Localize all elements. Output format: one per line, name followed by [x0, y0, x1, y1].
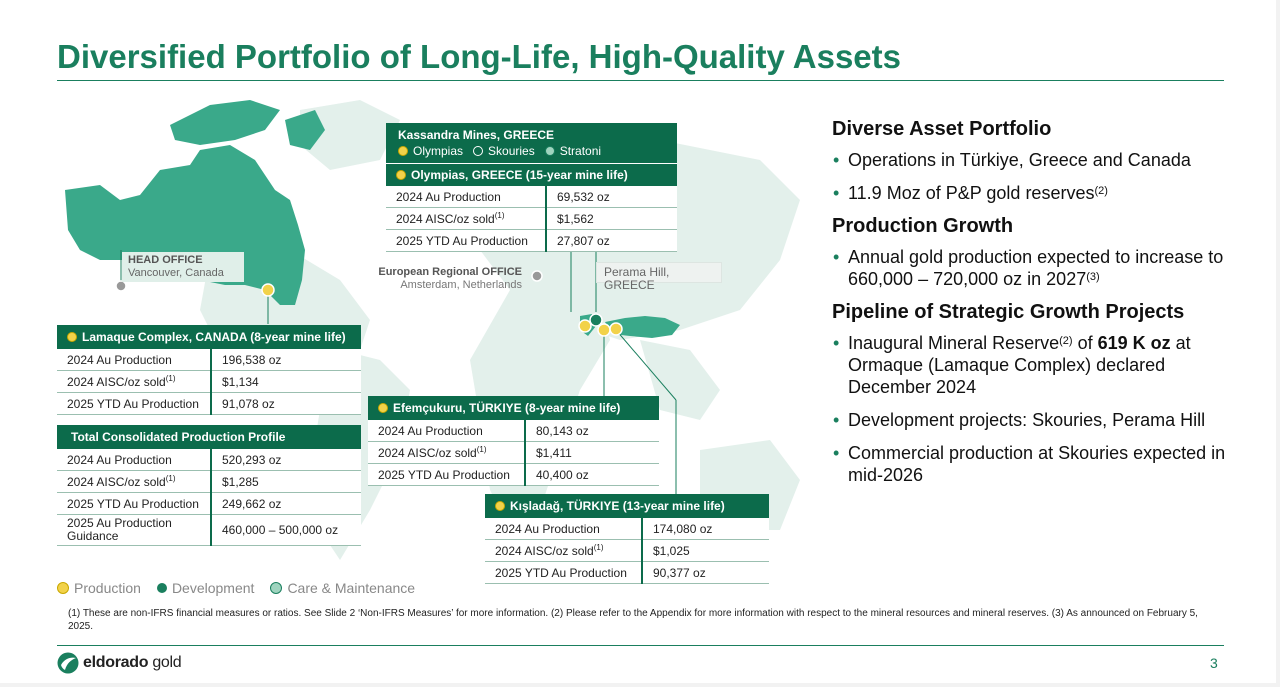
table-row: 2024 AISC/oz sold$^{(1)}$ $1,411 — [368, 442, 659, 464]
table-row: 2024 Au Production 520,293 oz — [57, 449, 361, 471]
lamaque-rows — [57, 349, 361, 415]
head-office-label — [122, 252, 244, 282]
table-row: 2025 YTD Au Production 27,807 oz — [386, 230, 677, 252]
consolidated-header: Total Consolidated Production Profile — [57, 425, 361, 449]
list-item: • Operations in Türkiye, Greece and Canada — [832, 149, 1232, 171]
efemcukuru-rows — [368, 420, 659, 486]
eldorado-logo-icon — [57, 652, 79, 674]
table-row: 2024 AISC/oz sold$^{(1)}$ $1,285 — [57, 471, 361, 493]
eldorado-logo — [57, 652, 181, 674]
kassandra-title: Kassandra Mines, GREECE — [398, 128, 555, 142]
footer-divider — [57, 645, 1224, 646]
portfolio-bullets — [832, 149, 1232, 204]
table-row: 2024 AISC/oz sold$^{(1)}$ $1,134 — [57, 371, 361, 393]
olympias-rows — [386, 186, 677, 252]
mine-olympias: Olympias — [398, 144, 463, 158]
mine-skouries: Skouries — [473, 144, 535, 158]
pipeline-bullets — [832, 332, 1232, 486]
olympias-header: Olympias, GREECE (15-year mine life) — [386, 163, 677, 186]
kassandra-table — [386, 123, 677, 252]
development-dot-icon — [157, 583, 167, 593]
care-dot-icon — [270, 582, 282, 594]
map-legend — [57, 580, 431, 596]
table-row: 2025 Au Production Guidance 460,000 – 500,000 oz — [57, 515, 361, 546]
consolidated-table — [57, 425, 361, 546]
head-office-title: HEAD OFFICE — [128, 254, 203, 266]
production-dot-icon — [378, 403, 388, 413]
list-item: • 11.9 Moz of P&P gold reserves$^{(2)}$ — [832, 182, 1232, 204]
kisladag-table — [485, 494, 769, 584]
kisladag-rows — [485, 518, 769, 584]
kassandra-header — [386, 123, 677, 163]
efemcukuru-header: Efemçukuru, TÜRKIYE (8-year mine life) — [368, 396, 659, 420]
production-dot-icon — [67, 332, 77, 342]
consolidated-rows — [57, 449, 361, 546]
lamaque-table — [57, 325, 361, 415]
growth-bullets — [832, 246, 1232, 290]
footnote: (1) These are non-IFRS financial measures or ratios. See Slide 2 ‘Non-IFRS Measures’ for more information. (2) Please refer to the Appendix for more information with respect to the mineral resources and mineral reserves. (3) As announced on February 5, 2025. — [68, 608, 1198, 632]
efemcukuru-marker[interactable] — [598, 324, 610, 336]
kassandra-mines-list — [398, 144, 611, 158]
table-row: 2025 YTD Au Production 40,400 oz — [368, 464, 659, 486]
legend-production: Production — [57, 580, 141, 596]
canada-north-islands — [170, 100, 280, 145]
euro-office-label — [376, 266, 522, 292]
production-dot-icon — [398, 146, 408, 156]
table-row: 2024 Au Production 80,143 oz — [368, 420, 659, 442]
table-row: 2024 AISC/oz sold$^{(1)}$ $1,562 — [386, 208, 677, 230]
table-row: 2025 YTD Au Production 249,662 oz — [57, 493, 361, 515]
section-title-pipeline: Pipeline of Strategic Growth Projects — [832, 301, 1185, 323]
table-row: 2024 Au Production 196,538 oz — [57, 349, 361, 371]
list-item: • Annual gold production expected to increase to 660,000 – 720,000 oz in 2027$^{(3)}$ — [832, 246, 1232, 290]
development-dot-icon — [473, 146, 483, 156]
lamaque-marker[interactable] — [262, 284, 274, 296]
table-row: 2024 AISC/oz sold$^{(1)}$ $1,025 — [485, 540, 769, 562]
right-column — [832, 118, 1232, 497]
kisladag-marker[interactable] — [610, 323, 622, 335]
page-number: 3 — [1210, 655, 1218, 671]
title-divider — [57, 80, 1224, 81]
skouries-marker[interactable] — [590, 314, 602, 326]
legend-care: Care & Maintenance — [270, 580, 415, 596]
euro-office-location: Amsterdam, Netherlands — [400, 279, 522, 291]
list-item: • Inaugural Mineral Reserve$^{(2)}$ of 619 K oz at Ormaque (Lamaque Complex) declared December 2024 — [832, 332, 1232, 398]
efemcukuru-table — [368, 396, 659, 486]
mine-stratoni: Stratoni — [545, 144, 601, 158]
table-row: 2024 Au Production 69,532 oz — [386, 186, 677, 208]
kisladag-header: Kışladağ, TÜRKIYE (13-year mine life) — [485, 494, 769, 518]
logo-text: eldorado gold — [83, 654, 182, 671]
production-dot-icon — [396, 170, 406, 180]
section-title-growth: Production Growth — [832, 215, 1014, 237]
head-office-location: Vancouver, Canada — [128, 267, 224, 279]
head-office-marker[interactable] — [116, 281, 126, 291]
perama-label: Perama Hill, GREECE — [596, 262, 722, 283]
olympias-marker[interactable] — [579, 320, 591, 332]
production-dot-icon — [495, 501, 505, 511]
euro-office-title: European Regional OFFICE — [378, 266, 522, 278]
list-item: • Development projects: Skouries, Perama Hill — [832, 409, 1232, 431]
list-item: • Commercial production at Skouries expected in mid-2026 — [832, 442, 1232, 486]
euro-office-marker[interactable] — [532, 271, 542, 281]
care-dot-icon — [545, 146, 555, 156]
slide-title: Diversified Portfolio of Long-Life, High-Quality Assets — [57, 38, 901, 75]
legend-development: Development — [157, 580, 255, 596]
table-row: 2025 YTD Au Production 90,377 oz — [485, 562, 769, 584]
table-row: 2024 Au Production 174,080 oz — [485, 518, 769, 540]
section-title-portfolio: Diverse Asset Portfolio — [832, 118, 1052, 140]
production-dot-icon — [57, 582, 69, 594]
lamaque-header: Lamaque Complex, CANADA (8-year mine life) — [57, 325, 361, 349]
table-row: 2025 YTD Au Production 91,078 oz — [57, 393, 361, 415]
